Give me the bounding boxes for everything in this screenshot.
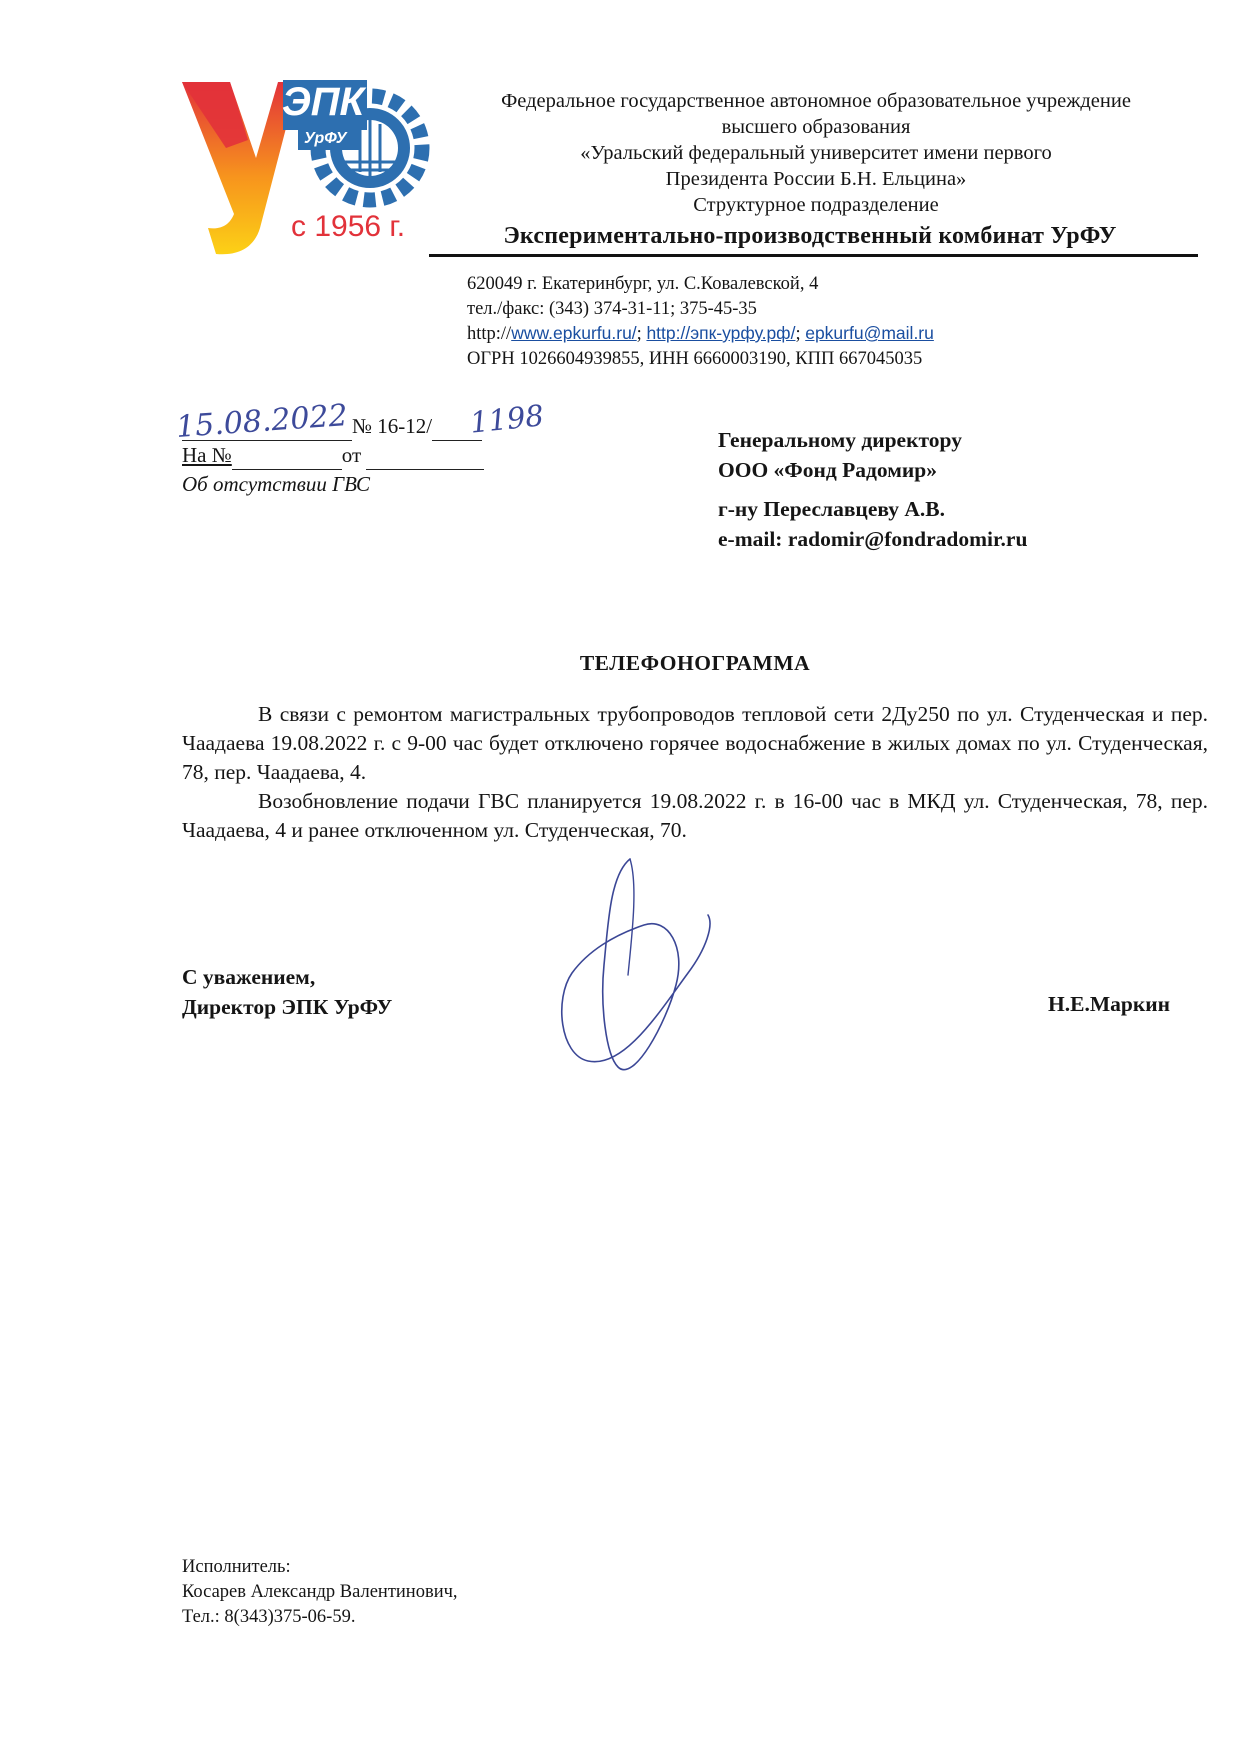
org-line: «Уральский федеральный университет имени первого: [580, 142, 1052, 164]
executor-block: [182, 1555, 458, 1630]
http-prefix: http://: [467, 324, 512, 344]
addressee-position: Генеральному директору: [718, 428, 962, 452]
handwritten-number: 1198: [468, 398, 546, 440]
website-link[interactable]: www.epkurfu.ru/: [511, 323, 637, 343]
contact-block: [467, 272, 934, 371]
body-paragraph: В связи с ремонтом магистральных трубопроводов тепловой сети 2Ду250 по ул. Студенческая и пер. Чаадаева 19.08.2022 г. с 9-00 час будет отключено горячее водоснабжение в жилых домах по ул. Студенческая, 78, пер. Чаадаева, 4.: [182, 702, 1208, 784]
requisites: ОГРН 1026604939855, ИНН 6660003190, КПП 667045035: [467, 348, 923, 369]
org-line: высшего образования: [721, 116, 911, 138]
header-divider: [429, 254, 1198, 257]
signature-block: [182, 962, 392, 1022]
addressee-name: г-ну Переславцеву А.В.: [718, 497, 945, 521]
organization-header: [436, 88, 1196, 218]
org-line: Федеральное государственное автономное образовательное учреждение: [501, 90, 1131, 112]
separator: ;: [795, 324, 806, 344]
org-line: Структурное подразделение: [693, 194, 939, 216]
urfu-logo-text: УрФУ: [304, 130, 347, 147]
letter-subject: Об отсутствии ГВС: [182, 472, 370, 496]
organization-logo: [178, 78, 440, 258]
signer-name: Н.Е.Маркин: [1048, 992, 1170, 1016]
addressee-email: e-mail: radomir@fondradomir.ru: [718, 527, 1028, 551]
document-body: [182, 700, 1208, 845]
ref-number-label: На №: [182, 443, 232, 467]
address: 620049 г. Екатеринбург, ул. С.Ковалевской, 4: [467, 274, 819, 294]
org-line: Президента России Б.Н. Ельцина»: [665, 168, 967, 190]
addressee-block: [718, 425, 1027, 554]
number-prefix: № 16-12/: [352, 414, 433, 438]
executor-name: Косарев Александр Валентинович,: [182, 1582, 458, 1602]
ref-from-label: от: [341, 443, 362, 467]
handwritten-date: 15.08.2022: [174, 398, 349, 445]
email-link[interactable]: epkurfu@mail.ru: [805, 323, 934, 343]
executor-phone: Тел.: 8(343)375-06-59.: [182, 1607, 356, 1627]
ref-date-field: [366, 447, 484, 470]
website-link-rf[interactable]: http://эпк-урфу.рф/: [646, 323, 796, 343]
body-paragraph: Возобновление подачи ГВС планируется 19.08.2022 г. в 16-00 час в МКД ул. Студенческая, 78, пер. Чаадаева, 4 и ранее отключенном ул. Студенческая, 70.: [182, 789, 1208, 842]
document-title: ТЕЛЕФОНОГРАММА: [579, 651, 811, 675]
signature-graphic: [548, 855, 718, 1085]
phone-fax: тел./факс: (343) 374-31-11; 375-45-35: [467, 298, 757, 319]
handwritten-signature: [548, 855, 718, 1085]
web-links: [467, 321, 934, 347]
ref-number-field: [232, 447, 342, 470]
since-year: с 1956 г.: [291, 210, 406, 243]
signer-position: Директор ЭПК УрФУ: [182, 995, 393, 1019]
addressee-company: ООО «Фонд Радомир»: [718, 458, 937, 482]
epk-logo-text: ЭПК: [282, 80, 365, 124]
executor-label: Исполнитель:: [182, 1557, 291, 1577]
reference-line: [182, 441, 484, 470]
organization-title: Экспериментально-производственный комбинат УрФУ: [503, 223, 1117, 249]
regards-text: С уважением,: [182, 965, 316, 989]
separator: ;: [636, 324, 647, 344]
